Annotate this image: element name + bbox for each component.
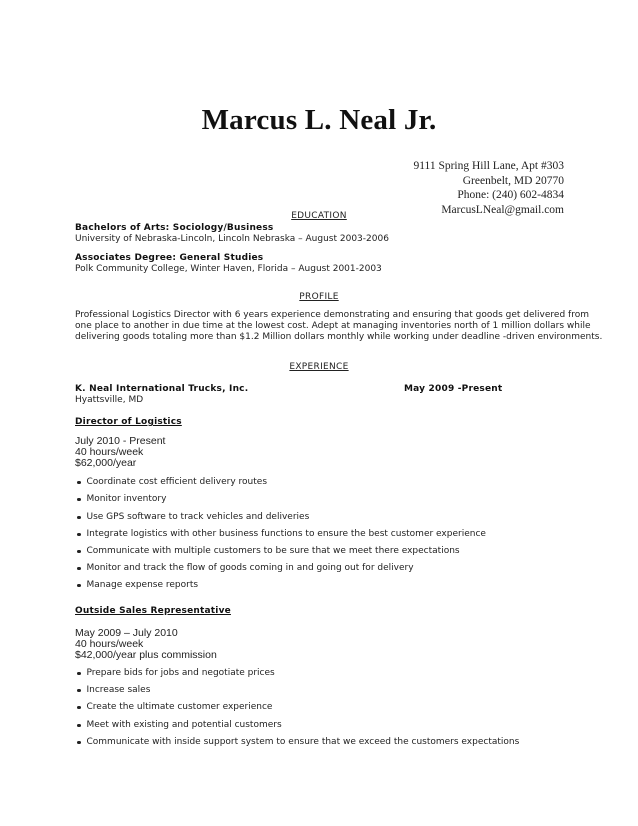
position-hours-1: 40 hours/week — [75, 446, 144, 458]
position-salary-2: $42,000/year plus commission — [75, 649, 217, 661]
duty-item: Prepare bids for jobs and negotiate prices — [75, 668, 275, 679]
bullet-icon — [77, 550, 81, 554]
bullet-icon — [77, 533, 81, 537]
duty-item: Monitor inventory — [75, 494, 166, 505]
company-name: K. Neal International Trucks, Inc. — [75, 384, 249, 394]
profile-line-2: one place to another in due time at the lowest cost. Adept at managing inventories north of 1 million dollars while — [75, 321, 591, 331]
school-1: University of Nebraska-Lincoln, Lincoln Nebraska – August 2003-2006 — [75, 234, 389, 244]
candidate-name: Marcus L. Neal Jr. — [201, 104, 437, 136]
position-hours-2: 40 hours/week — [75, 638, 144, 650]
degree-1: Bachelors of Arts: Sociology/Business — [75, 223, 274, 233]
duty-item: Communicate with multiple customers to be sure that we meet there expectations — [75, 546, 460, 557]
duty-item: Communicate with inside support system to ensure that we exceed the customers expectations — [75, 737, 519, 748]
bullet-icon — [77, 741, 81, 745]
position-title-1: Director of Logistics — [75, 417, 182, 427]
bullet-icon — [77, 567, 81, 571]
bullet-icon — [77, 498, 81, 502]
duty-item: Increase sales — [75, 685, 150, 696]
duty-item: Integrate logistics with other business functions to ensure the best customer experience — [75, 529, 486, 540]
duty-item: Manage expense reports — [75, 580, 198, 591]
position-salary-1: $62,000/year — [75, 457, 137, 469]
position-title-2: Outside Sales Representative — [75, 606, 231, 616]
duty-item: Coordinate cost efficient delivery routes — [75, 477, 267, 488]
bullet-icon — [77, 724, 81, 728]
education-heading: EDUCATION — [291, 211, 347, 221]
company-dates: May 2009 -Present — [404, 384, 503, 394]
school-2: Polk Community College, Winter Haven, Florida – August 2001-2003 — [75, 264, 382, 274]
duty-item: Use GPS software to track vehicles and deliveries — [75, 512, 309, 523]
duty-item: Meet with existing and potential customers — [75, 720, 282, 731]
email-address: MarcusLNeal@gmail.com — [441, 203, 564, 216]
address-line-1: 9111 Spring Hill Lane, Apt #303 — [413, 160, 564, 172]
profile-line-1: Professional Logistics Director with 6 years experience demonstrating and ensuring that goods get delivered from — [75, 310, 589, 320]
duty-item: Monitor and track the flow of goods coming in and going out for delivery — [75, 563, 414, 574]
bullet-icon — [77, 516, 81, 520]
profile-heading: PROFILE — [299, 292, 339, 302]
bullet-icon — [77, 481, 81, 485]
position-dates-2: May 2009 – July 2010 — [75, 627, 178, 639]
experience-heading: EXPERIENCE — [289, 362, 349, 372]
bullet-icon — [77, 672, 81, 676]
contact-block — [413, 159, 564, 217]
position-dates-1: July 2010 - Present — [75, 435, 166, 447]
degree-2: Associates Degree: General Studies — [75, 253, 264, 263]
bullet-icon — [77, 689, 81, 693]
phone-number: Phone: (240) 602-4834 — [457, 189, 564, 201]
bullet-icon — [77, 584, 81, 588]
profile-line-3: delivering goods totaling more than $1.2 Million dollars monthly while working under deadline -driven environments. — [75, 332, 603, 342]
bullet-icon — [77, 706, 81, 710]
address-line-2: Greenbelt, MD 20770 — [462, 174, 564, 187]
duty-item: Create the ultimate customer experience — [75, 702, 272, 713]
company-location: Hyattsville, MD — [75, 395, 144, 405]
